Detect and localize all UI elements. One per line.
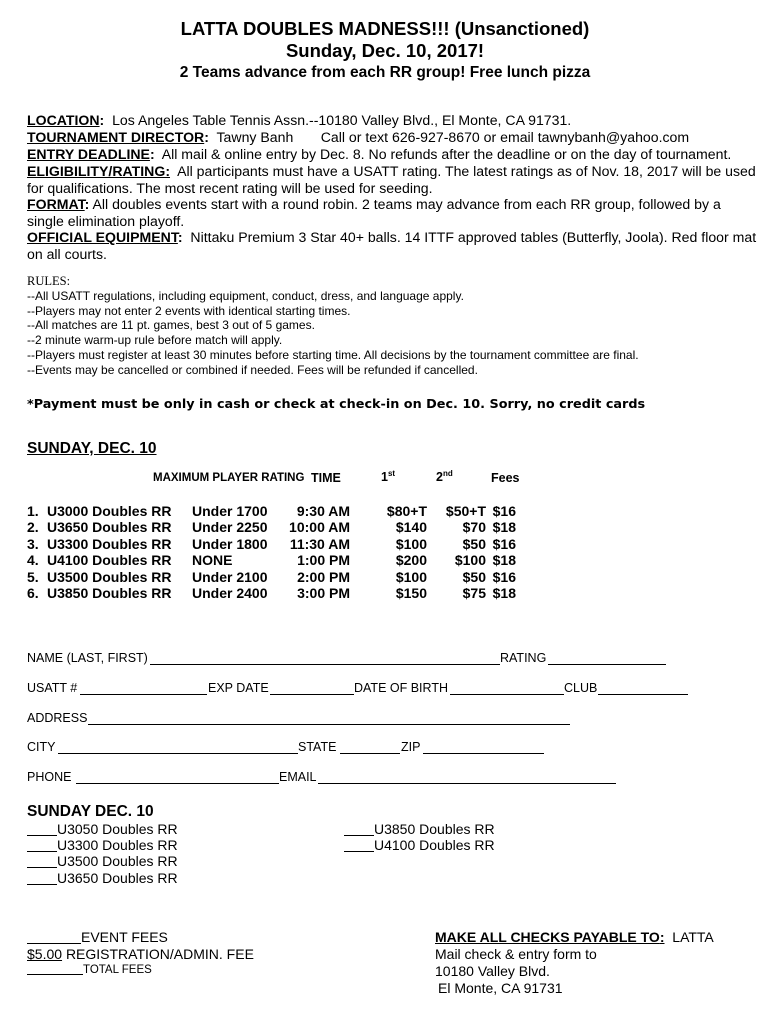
address-label: ADDRESS: [27, 711, 88, 725]
phone-label: PHONE: [27, 770, 72, 784]
event-time: 1:00 PM: [297, 552, 350, 569]
event-rating: Under 2400: [192, 585, 268, 601]
registration-fee-line: $5.00 REGISTRATION/ADMIN. FEE: [27, 946, 254, 962]
event-row: [27, 552, 747, 568]
rules-heading: RULES:: [27, 274, 71, 288]
phone-field[interactable]: [76, 783, 279, 784]
club-label: CLUB: [564, 681, 598, 695]
state-field[interactable]: [340, 753, 400, 754]
deadline-line: ENTRY DEADLINE: All mail & online entry by Dec. 8. No refunds after the deadline or on the day of tournament.: [27, 146, 732, 162]
entry-right-2: U4100 Doubles RR: [344, 837, 495, 853]
payment-note: *Payment must be only in cash or check at check-in on Dec. 10. Sorry, no credit cards: [27, 397, 646, 412]
event-date: Sunday, Dec. 10, 2017!: [285, 40, 485, 61]
payable-line: MAKE ALL CHECKS PAYABLE TO: LATTA: [435, 929, 714, 945]
event-second-prize: $50+T: [445, 503, 486, 519]
event-second-prize: $50: [462, 568, 486, 585]
event-second-prize: $50: [462, 535, 486, 552]
event-first-prize: $150: [395, 585, 427, 601]
usatt-field[interactable]: [80, 694, 207, 695]
event-time: 3:00 PM: [297, 585, 350, 601]
rule-item: --Players may not enter 2 events with identical starting times.: [27, 303, 351, 318]
event-row: [27, 569, 747, 585]
event-first-prize: $100: [395, 535, 427, 552]
name-label: NAME (LAST, FIRST): [27, 651, 148, 665]
rule-item: --All matches are 11 pt. games, best 3 out of 5 games.: [27, 318, 315, 333]
rule-item: --All USATT regulations, including equipment, conduct, dress, and language apply.: [27, 288, 464, 303]
rule-item: --Players must register at least 30 minutes before starting time. All decisions by the tournament committee are final.: [27, 347, 639, 362]
col-first: 1st: [381, 468, 396, 484]
entry-left-2: U3300 Doubles RR: [27, 837, 178, 853]
event-name: U3000 Doubles RR: [47, 503, 172, 519]
rule-item: --Events may be cancelled or combined if needed. Fees will be refunded if cancelled.: [27, 362, 478, 377]
email-field[interactable]: [318, 783, 616, 784]
event-checkline[interactable]: [27, 835, 57, 836]
eligibility-paragraph: ELIGIBILITY/RATING: All participants must have a USATT rating. The latest ratings as of Nov. 18, 2017 will be used for qualifications. The most recent rating will be used for seeding.: [27, 163, 756, 196]
mail-city: El Monte, CA 91731: [438, 980, 563, 996]
total-fees-field[interactable]: [27, 974, 83, 975]
event-name: U3300 Doubles RR: [47, 535, 172, 552]
rule-item: --2 minute warm-up rule before match will apply.: [27, 333, 283, 348]
event-number: 5.: [27, 568, 39, 585]
exp-date-field[interactable]: [270, 694, 354, 695]
event-first-prize: $80+T: [386, 503, 427, 519]
event-rating: Under 1700: [192, 503, 268, 519]
state-label: STATE: [298, 740, 337, 754]
event-time: 9:30 AM: [296, 503, 350, 519]
event-first-prize: $140: [395, 519, 427, 536]
event-number: 2.: [27, 519, 39, 536]
format-paragraph: FORMAT: All doubles events start with a round robin. 2 teams may advance from each RR group, followed by a single elimination playoff.: [27, 196, 721, 229]
event-rating: Under 2100: [192, 568, 268, 585]
event-fee: $18: [492, 519, 516, 536]
event-time: 2:00 PM: [297, 568, 350, 585]
rules-block: [27, 274, 747, 378]
event-number: 1.: [27, 503, 39, 519]
event-second-prize: $70: [462, 519, 486, 536]
exp-date-label: EXP DATE: [208, 681, 269, 695]
event-rating: NONE: [192, 552, 233, 569]
event-name: U3650 Doubles RR: [47, 519, 172, 536]
email-label: EMAIL: [279, 770, 317, 784]
subtitle: 2 Teams advance from each RR group! Free lunch pizza: [179, 64, 591, 81]
event-fees-line: EVENT FEES: [27, 929, 168, 945]
event-checkline[interactable]: [27, 884, 57, 885]
event-name: U3500 Doubles RR: [47, 568, 172, 585]
event-first-prize: $100: [395, 568, 427, 585]
event-rating: Under 2250: [192, 519, 268, 536]
event-time: 10:00 AM: [289, 519, 350, 536]
city-field[interactable]: [58, 753, 298, 754]
zip-label: ZIP: [401, 740, 421, 754]
page-title: LATTA DOUBLES MADNESS!!! (Unsanctioned): [180, 18, 590, 39]
usatt-label: USATT #: [27, 681, 78, 695]
event-checkline[interactable]: [27, 867, 57, 868]
zip-field[interactable]: [423, 753, 544, 754]
rating-label: RATING: [500, 651, 547, 665]
event-row: [27, 519, 747, 535]
entry-right-1: U3850 Doubles RR: [344, 821, 495, 837]
event-number: 6.: [27, 585, 39, 601]
address-field[interactable]: [88, 724, 570, 725]
event-fee: $18: [492, 585, 516, 601]
event-row: [27, 536, 747, 552]
event-second-prize: $75: [462, 585, 486, 601]
mail-line: Mail check & entry form to: [435, 946, 597, 962]
col-time: TIME: [311, 471, 341, 485]
equipment-paragraph: OFFICIAL EQUIPMENT: Nittaku Premium 3 Star 40+ balls. 14 ITTF approved tables (Butterfly, Joola). Red floor mat on all courts.: [27, 229, 757, 262]
dob-field[interactable]: [450, 694, 564, 695]
event-checkline[interactable]: [344, 851, 374, 852]
event-fees-field[interactable]: [27, 943, 81, 944]
event-second-prize: $100: [454, 552, 486, 569]
entry-left-3: U3500 Doubles RR: [27, 853, 178, 869]
director-line: TOURNAMENT DIRECTOR: Tawny Banh Call or text 626-927-8670 or email tawnybanh@yahoo.com: [27, 129, 690, 145]
location-line: LOCATION: Los Angeles Table Tennis Assn.--10180 Valley Blvd., El Monte, CA 91731.: [27, 112, 572, 128]
schedule-heading: SUNDAY, DEC. 10: [27, 440, 157, 457]
event-checkline[interactable]: [344, 835, 374, 836]
event-fee: $16: [492, 568, 516, 585]
event-number: 3.: [27, 535, 39, 552]
event-row: [27, 503, 747, 519]
entry-left-1: U3050 Doubles RR: [27, 821, 178, 837]
event-first-prize: $200: [395, 552, 427, 569]
event-fee: $16: [492, 535, 516, 552]
event-row: [27, 585, 747, 601]
entry-heading: SUNDAY DEC. 10: [27, 803, 154, 820]
city-label: CITY: [27, 740, 56, 754]
club-field[interactable]: [598, 694, 688, 695]
event-fee: $16: [492, 503, 516, 519]
col-max-rating: MAXIMUM PLAYER RATING: [153, 472, 305, 484]
total-fees-line: TOTAL FEES: [27, 964, 152, 976]
event-fee: $18: [492, 552, 516, 569]
name-field[interactable]: [150, 664, 500, 665]
col-fees: Fees: [491, 471, 520, 485]
rating-field[interactable]: [548, 664, 666, 665]
mail-street: 10180 Valley Blvd.: [435, 963, 550, 979]
event-name: U3850 Doubles RR: [47, 585, 172, 601]
event-number: 4.: [27, 552, 39, 569]
event-name: U4100 Doubles RR: [47, 552, 172, 569]
col-second: 2nd: [436, 468, 453, 484]
event-time: 11:30 AM: [289, 535, 350, 552]
event-checkline[interactable]: [27, 851, 57, 852]
dob-label: DATE OF BIRTH: [354, 681, 448, 695]
entry-left-4: U3650 Doubles RR: [27, 870, 178, 886]
event-rating: Under 1800: [192, 535, 268, 552]
